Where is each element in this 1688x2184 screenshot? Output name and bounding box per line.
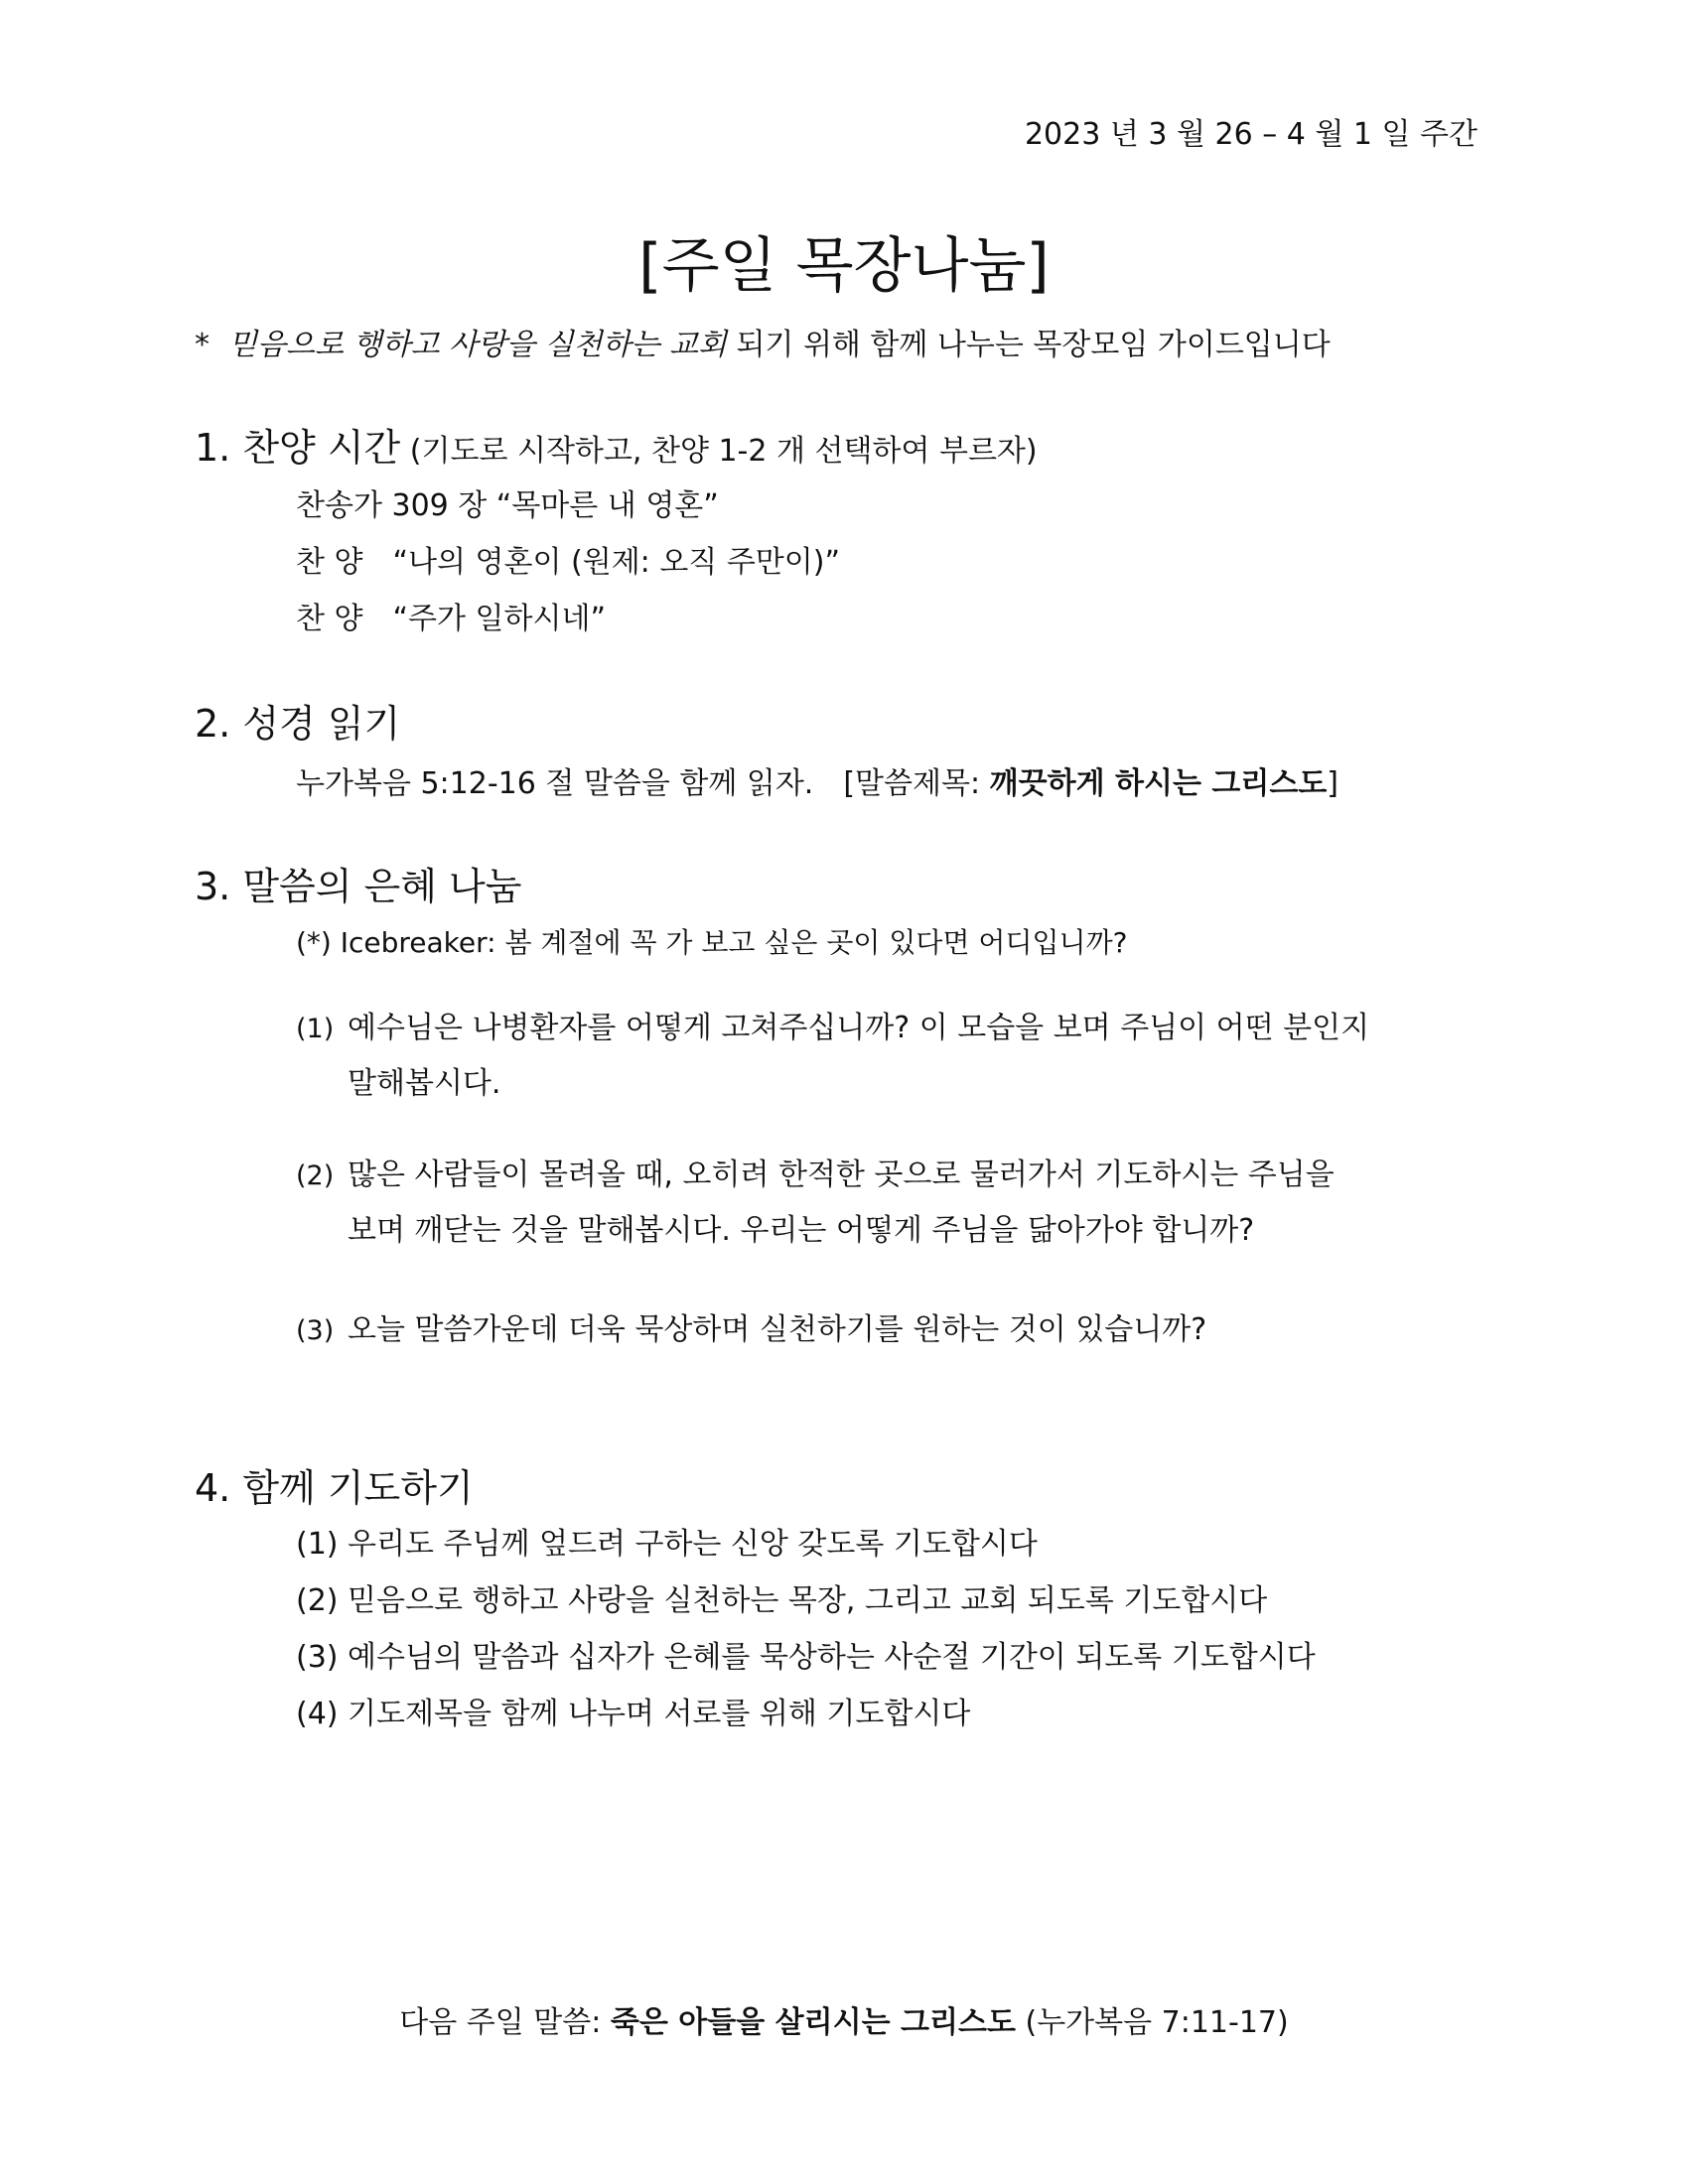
praise-item: 찬 양 “주가 일하시네” [296,602,606,636]
question-number: (3) [296,1315,335,1346]
section-bible-heading: 2. 성경 읽기 [195,702,401,746]
page-title: [주일 목장나눔] [638,231,1050,301]
week-date: 2023 년 3 월 26 – 4 월 1 일 주간 [1024,117,1477,152]
section-praise-note: (기도로 시작하고, 찬양 1-2 개 선택하여 부르자) [400,434,1038,469]
icebreaker-question: (*) Icebreaker: 봄 계절에 꼭 가 보고 싶은 곳이 있다면 어디입니까? [296,926,1128,959]
praise-item: 찬 양 “나의 영혼이 (원제: 오직 주만이)” [296,545,840,580]
bible-reading-text: 누가복음 5:12-16 절 말씀을 함께 읽자. [말씀제목: [296,766,990,801]
prayer-item: (2) 믿음으로 행하고 사랑을 실천하는 목장, 그리고 교회 되도록 기도합시다 [296,1583,1268,1618]
intro-rest: 되기 위해 함께 나누는 목장모임 가이드입니다 [726,328,1331,362]
sharing-question-1 [296,1003,1369,1102]
question-text: 오늘 말씀가운데 더욱 묵상하며 실천하기를 원하는 것이 있습니까? [348,1312,1207,1347]
section-praise-heading [195,417,1038,472]
question-number: (1) [296,1014,335,1044]
sharing-question-3 [296,1304,1206,1348]
intro-line [195,320,1331,363]
praise-item: 찬송가 309 장 “목마른 내 영혼” [296,488,719,523]
question-number: (2) [296,1160,335,1191]
question-text-continued: 말해봅시다. [348,1066,501,1101]
intro-star: * [195,328,210,362]
section-prayer-heading: 4. 함께 기도하기 [195,1466,474,1510]
prayer-item: (1) 우리도 주님께 엎드려 구하는 신앙 갖도록 기도합시다 [296,1527,1038,1562]
sharing-question-2 [296,1150,1335,1249]
next-sermon-footer [0,1997,1688,2041]
sermon-title: 깨끗하게 하시는 그리스도 [989,766,1328,801]
footer-prefix: 다음 주일 말씀: [399,2005,611,2040]
next-sermon-title: 죽은 아들을 살리시는 그리스도 [610,2005,1016,2040]
question-text: 많은 사람들이 몰려올 때, 오히려 한적한 곳으로 물러가서 기도하시는 주님을 [348,1158,1335,1192]
bible-reading-closing: ] [1327,766,1339,801]
section-sharing-heading: 3. 말씀의 은혜 나눔 [195,865,522,908]
section-praise-title: 1. 찬양 시간 [195,426,401,470]
intro-italic: 믿음으로 행하고 사랑을 실천하는 교회 [228,328,727,362]
prayer-item: (4) 기도제목을 함께 나누며 서로를 위해 기도합시다 [296,1697,971,1731]
question-text: 예수님은 나병환자를 어떻게 고쳐주십니까? 이 모습을 보며 주님이 어떤 분인지 [348,1011,1370,1045]
bible-reading [296,758,1338,802]
prayer-item: (3) 예수님의 말씀과 십자가 은혜를 묵상하는 사순절 기간이 되도록 기도합시다 [296,1640,1316,1675]
question-text-continued: 보며 깨닫는 것을 말해봅시다. 우리는 어떻게 주님을 닮아가야 합니까? [348,1213,1255,1248]
footer-suffix: (누가복음 7:11-17) [1015,2005,1289,2040]
